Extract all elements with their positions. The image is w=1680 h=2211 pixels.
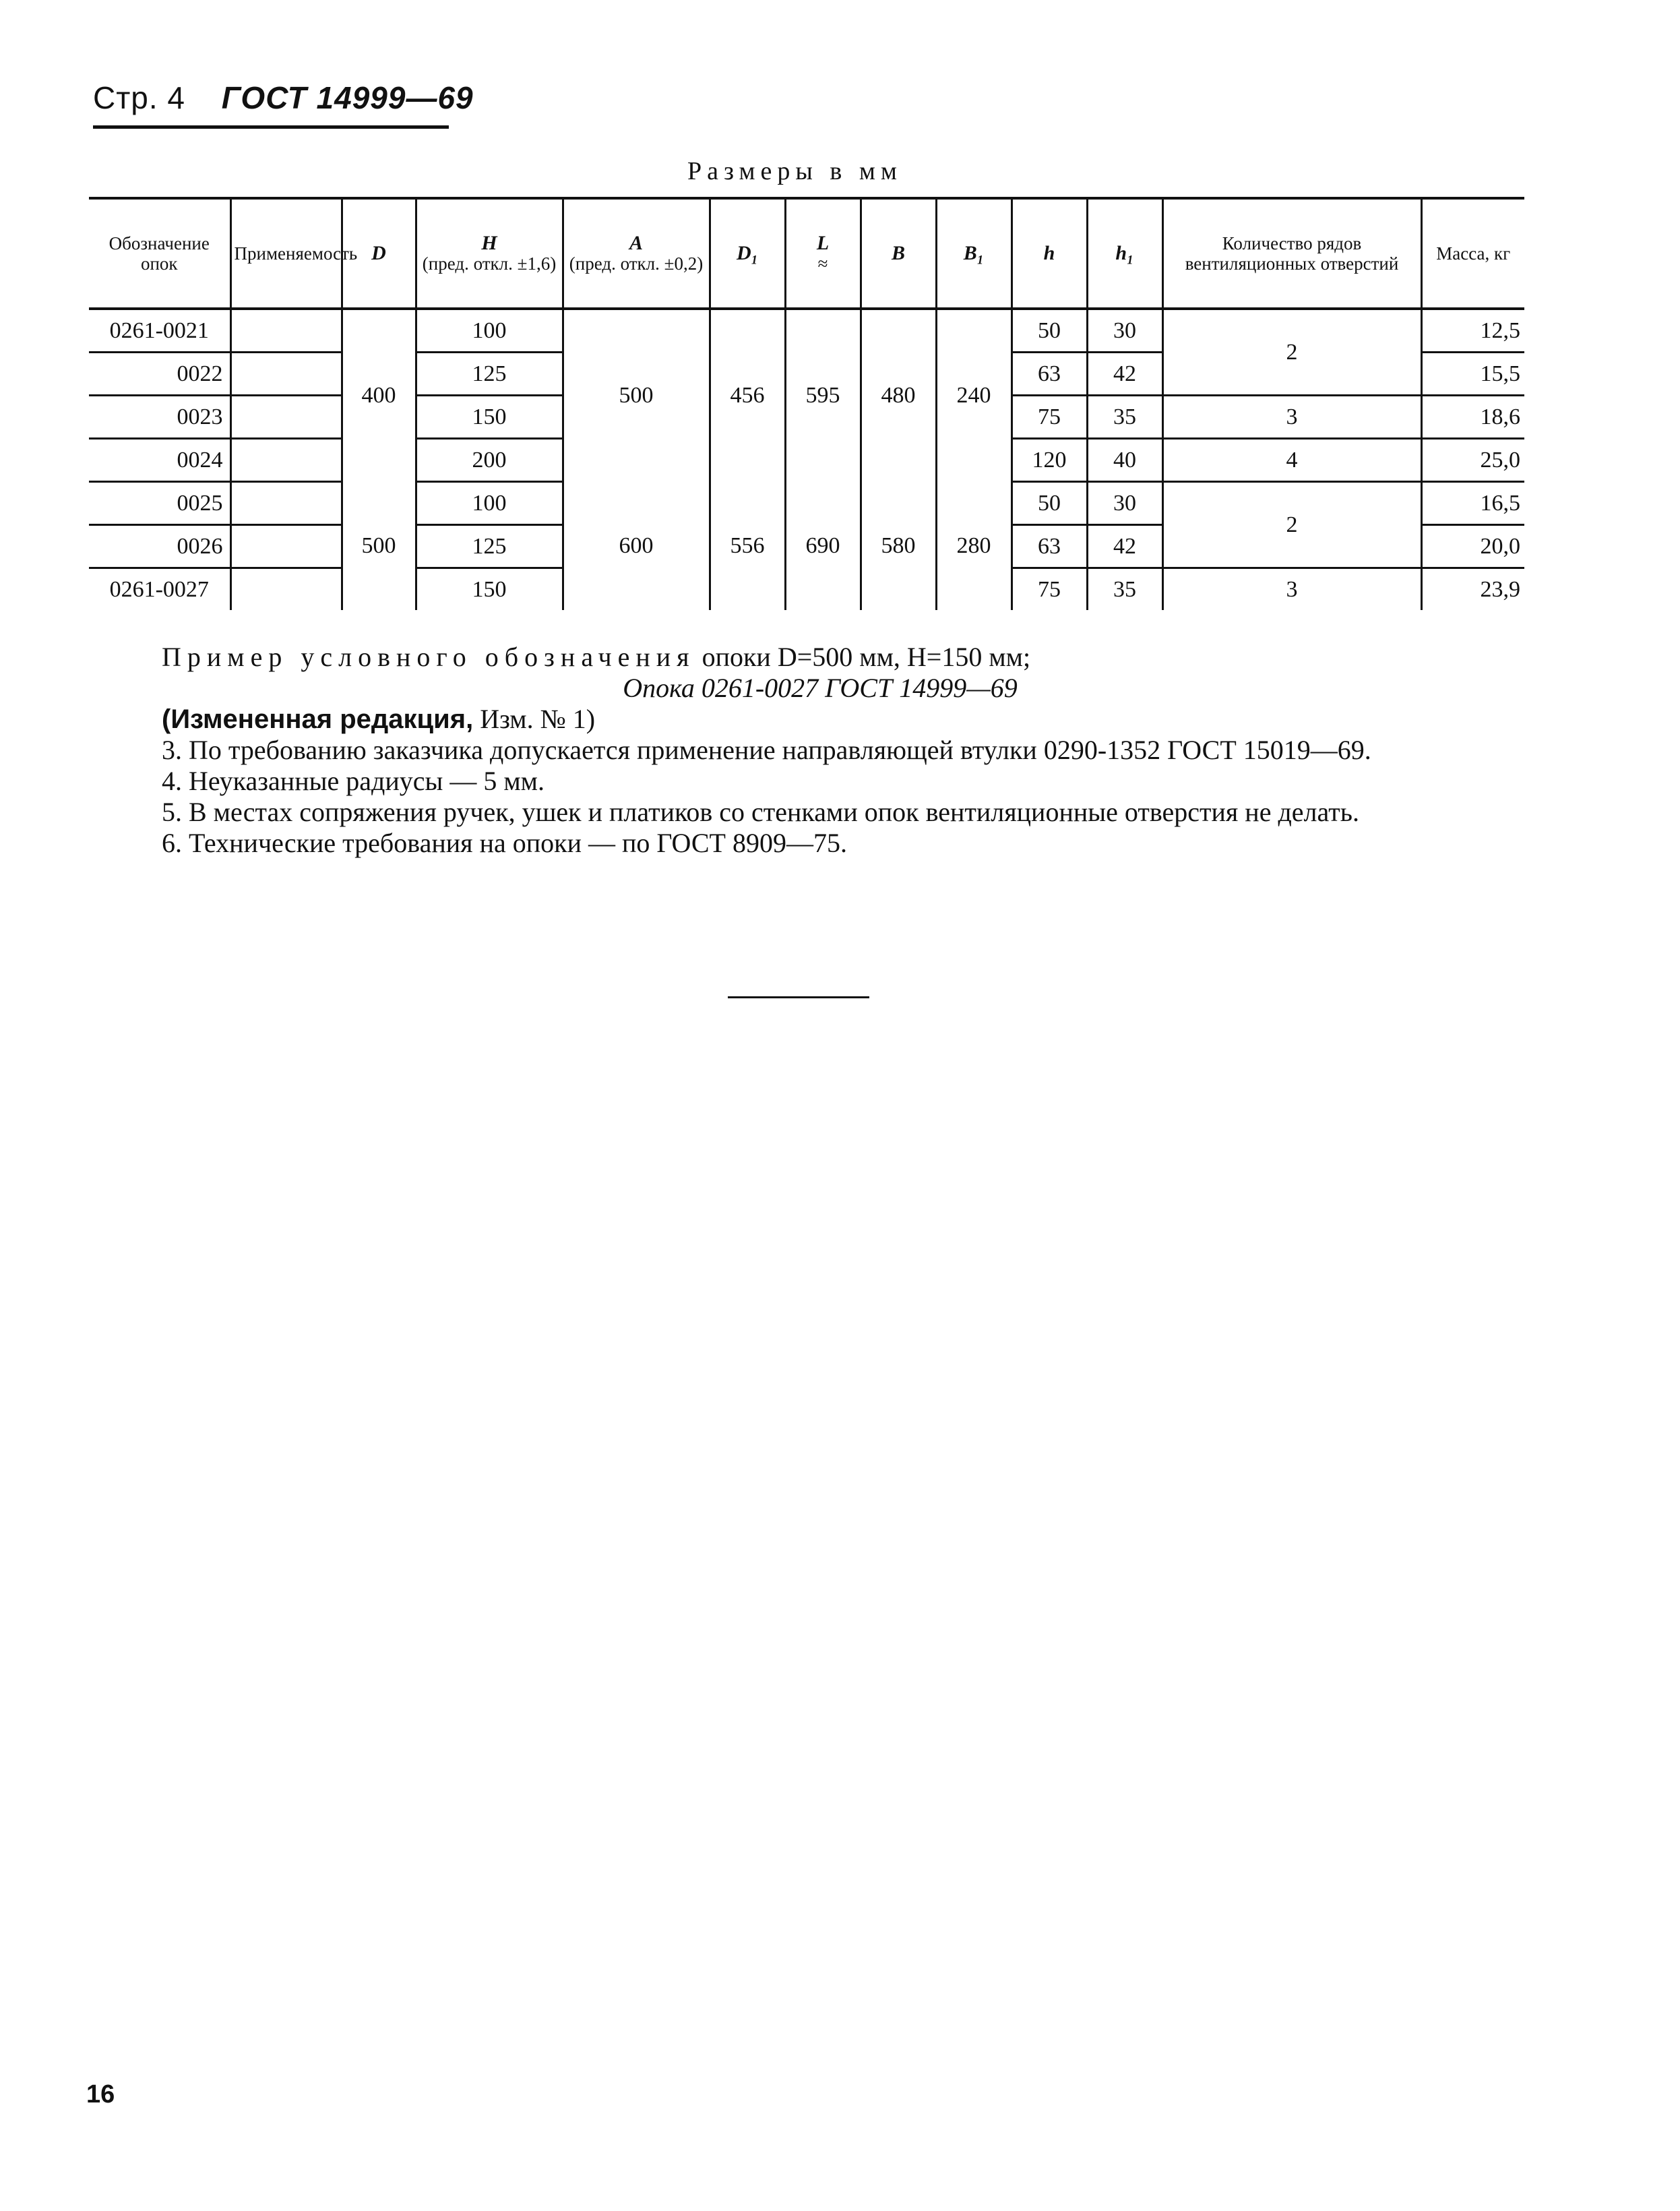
cell-h: 50 — [1012, 309, 1087, 353]
cell-code: 0026 — [89, 525, 230, 568]
cell-h1: 35 — [1087, 568, 1162, 611]
cell-usage — [230, 353, 342, 396]
cell-usage — [230, 525, 342, 568]
cell-mass: 12,5 — [1421, 309, 1524, 353]
page-label: Стр. 4 — [93, 80, 186, 115]
units-caption: Размеры в мм — [687, 157, 902, 185]
dimensions-table-wrapper — [89, 197, 1524, 610]
cell-mass: 20,0 — [1421, 525, 1524, 568]
cell-H: 150 — [416, 396, 563, 439]
edition-rest: Изм. № 1) — [480, 704, 596, 734]
cell-usage — [230, 482, 342, 525]
example-spaced-text: Пример условного обозначения — [162, 642, 695, 672]
col-h: h — [1012, 198, 1087, 309]
page-header — [93, 80, 474, 116]
table-row — [89, 482, 1524, 525]
col-D1: D₁ — [710, 198, 785, 309]
cell-usage — [230, 309, 342, 353]
cell-h1: 40 — [1087, 439, 1162, 482]
cell-H: 150 — [416, 568, 563, 611]
col-D: D — [342, 198, 416, 309]
cell-D: 400 — [342, 309, 416, 482]
cell-h: 120 — [1012, 439, 1087, 482]
cell-D: 500 — [342, 482, 416, 611]
cell-h: 63 — [1012, 525, 1087, 568]
separator-rule — [728, 996, 869, 998]
cell-h1: 30 — [1087, 309, 1162, 353]
cell-H: 125 — [416, 525, 563, 568]
col-h1: h₁ — [1087, 198, 1162, 309]
dimensions-table — [89, 197, 1524, 610]
cell-code: 0024 — [89, 439, 230, 482]
cell-h: 75 — [1012, 568, 1087, 611]
cell-vent-rows: 2 — [1162, 309, 1421, 396]
cell-usage — [230, 396, 342, 439]
cell-B: 480 — [861, 309, 936, 482]
cell-h: 75 — [1012, 396, 1087, 439]
cell-A: 600 — [563, 482, 710, 611]
edition-bold: (Измененная редакция, — [162, 704, 474, 734]
cell-L: 595 — [785, 309, 861, 482]
header-rule — [93, 125, 449, 129]
cell-mass: 15,5 — [1421, 353, 1524, 396]
table-header-row — [89, 198, 1524, 309]
edition-note — [89, 704, 1511, 735]
cell-D1: 456 — [710, 309, 785, 482]
cell-h1: 35 — [1087, 396, 1162, 439]
cell-h: 63 — [1012, 353, 1087, 396]
cell-code: 0261-0021 — [89, 309, 230, 353]
cell-h1: 42 — [1087, 525, 1162, 568]
table-row — [89, 309, 1524, 353]
cell-code: 0025 — [89, 482, 230, 525]
col-mass: Масса, кг — [1421, 198, 1524, 309]
cell-H: 125 — [416, 353, 563, 396]
cell-mass: 16,5 — [1421, 482, 1524, 525]
cell-A: 500 — [563, 309, 710, 482]
page-number: 16 — [86, 2080, 115, 2109]
col-H: H (пред. откл. ±1,6) — [416, 198, 563, 309]
cell-vent-rows: 4 — [1162, 439, 1421, 482]
cell-vent-rows: 3 — [1162, 396, 1421, 439]
cell-B: 580 — [861, 482, 936, 611]
col-designation: Обозначение опок — [89, 198, 230, 309]
cell-code: 0023 — [89, 396, 230, 439]
cell-code: 0261-0027 — [109, 576, 209, 602]
cell-L: 690 — [785, 482, 861, 611]
cell-B1: 280 — [936, 482, 1012, 611]
cell-H: 100 — [416, 482, 563, 525]
cell-vent-rows: 2 — [1162, 482, 1421, 568]
cell-mass: 23,9 — [1421, 568, 1524, 611]
note-item-5: 5. В местах сопряжения ручек, ушек и платиков со стенками опок вентиляционные отверстия не делать. — [162, 797, 1359, 827]
note-item-4: 4. Неуказанные радиусы — 5 мм. — [162, 766, 545, 796]
designation-line: Опока 0261-0027 ГОСТ 14999—69 — [623, 673, 1018, 703]
cell-h: 50 — [1012, 482, 1087, 525]
cell-mass: 18,6 — [1421, 396, 1524, 439]
cell-usage — [230, 568, 342, 611]
cell-h1: 42 — [1087, 353, 1162, 396]
designation-example — [162, 642, 1511, 673]
col-B: B — [861, 198, 936, 309]
col-B1: B₁ — [936, 198, 1012, 309]
cell-D1: 556 — [710, 482, 785, 611]
cell-B1: 240 — [936, 309, 1012, 482]
cell-vent-rows: 3 — [1162, 568, 1421, 611]
cell-code: 0022 — [89, 353, 230, 396]
cell-usage — [230, 439, 342, 482]
cell-H: 200 — [416, 439, 563, 482]
col-L: L ≈ — [785, 198, 861, 309]
example-rest-text: опоки D=500 мм, H=150 мм; — [702, 642, 1031, 672]
col-A: A (пред. откл. ±0,2) — [563, 198, 710, 309]
cell-h1: 30 — [1087, 482, 1162, 525]
gost-number: ГОСТ 14999—69 — [221, 80, 474, 115]
body-text — [89, 642, 1511, 859]
cell-mass: 25,0 — [1421, 439, 1524, 482]
col-usage: Применяемость — [230, 198, 342, 309]
col-vent-rows: Количество рядов вентиляционных отверстий — [1162, 198, 1421, 309]
note-item-3: 3. По требованию заказчика допускается применение направляющей втулки 0290-1352 ГОСТ 15019—69. — [162, 735, 1371, 765]
cell-H: 100 — [416, 309, 563, 353]
note-item-6: 6. Технические требования на опоки — по ГОСТ 8909—75. — [162, 828, 847, 858]
